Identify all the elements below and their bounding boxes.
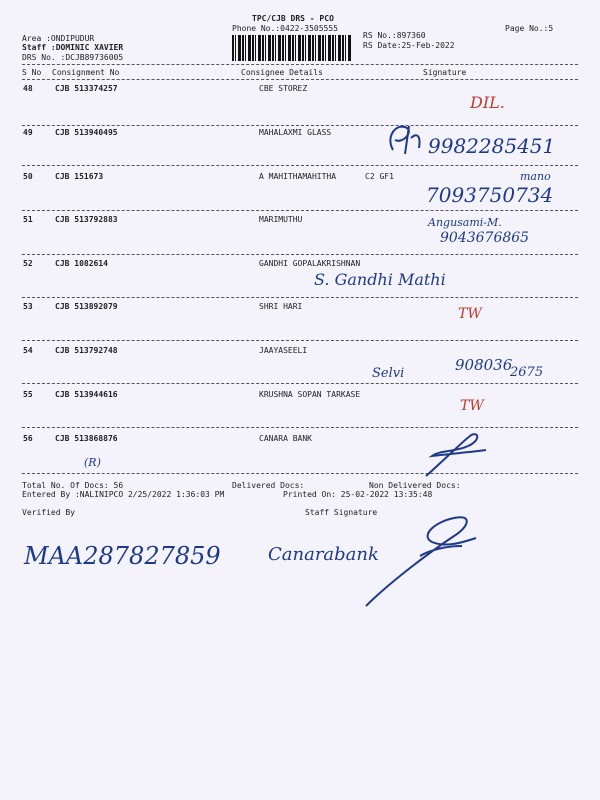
row-divider: [22, 427, 578, 428]
handwritten-phone-row49: 9982285451: [428, 134, 556, 158]
total-docs: Total No. Of Docs: 56: [22, 481, 124, 490]
table-row: [0, 390, 600, 402]
handwritten-phone-suffix-row54: 2675: [510, 365, 544, 380]
row-sno: 53: [23, 302, 33, 311]
table-row: [0, 434, 600, 446]
row-consignee: JAAYASEELI: [259, 346, 308, 355]
verified-by-label: Verified By: [22, 508, 75, 517]
row-consignment: CJB 513792748: [55, 346, 118, 355]
col-consignment: Consignment No: [52, 68, 120, 77]
row-sno: 56: [23, 434, 33, 443]
table-row: [0, 215, 600, 227]
row-consignment: CJB 513868876: [55, 434, 118, 443]
row-consignee: MAHALAXMI GLASS: [259, 128, 332, 137]
row-sno: 50: [23, 172, 33, 181]
table-row: [0, 84, 600, 96]
row-divider: [22, 473, 578, 474]
staff-label: Staff :DOMINIC XAVIER: [22, 43, 124, 52]
handwritten-dl-note: DIL.: [470, 93, 505, 112]
area-label: Area :ONDIPUDUR: [22, 34, 95, 43]
row-consignee: KRUSHNA SOPAN TARKASE: [259, 390, 361, 399]
row-sno: 54: [23, 346, 33, 355]
row-divider: [22, 297, 578, 298]
col-consignee: Consignee Details: [241, 68, 323, 77]
row-sno: 52: [23, 259, 33, 268]
handwritten-phone-row54: 908036: [455, 356, 513, 374]
row-sno: 48: [23, 84, 33, 93]
row-divider: [22, 254, 578, 255]
row-consignee: CANARA BANK: [259, 434, 312, 443]
row-consignee: MARIMUTHU: [259, 215, 303, 224]
signature-row56: [412, 432, 492, 482]
table-row: [0, 302, 600, 314]
handwritten-name-row51: Angusami-M.: [428, 216, 502, 229]
printed-on: Printed On: 25-02-2022 13:35:48: [283, 490, 433, 499]
barcode: [232, 35, 352, 61]
handwritten-name-row50: mano: [520, 170, 551, 183]
row-consignment: CJB 513944616: [55, 390, 118, 399]
signature-row49: [383, 118, 425, 160]
non-delivered-docs: Non Delivered Docs:: [369, 481, 461, 490]
staff-signature: [360, 512, 480, 612]
header-divider: [22, 64, 578, 65]
phone-number: Phone No.:0422-3505555: [232, 24, 338, 33]
row-sno: 51: [23, 215, 33, 224]
row-consignee: SHRI HARI: [259, 302, 303, 311]
row-consignee: CBE STOREZ: [259, 84, 308, 93]
handwritten-phone-row50: 7093750734: [426, 183, 554, 207]
col-signature: Signature: [423, 68, 467, 77]
handwritten-receiver-name: Canarabank: [268, 544, 379, 565]
delivered-docs: Delivered Docs:: [232, 481, 305, 490]
page-number: Page No.:5: [505, 24, 554, 33]
columns-divider: [22, 79, 578, 80]
row-consignment: CJB 513892079: [55, 302, 118, 311]
entered-by: Entered By :NALINIPCO 2/25/2022 1:36:03 PM: [22, 490, 225, 499]
row-divider: [22, 210, 578, 211]
handwritten-tracking-code: MAA287827859: [24, 542, 221, 570]
row-consignment: CJB 151673: [55, 172, 104, 181]
document-title: TPC/CJB DRS - PCO: [252, 14, 334, 23]
handwritten-name-row54: Selvi: [372, 366, 405, 381]
row-divider: [22, 125, 578, 126]
row-consignee: GANDHI GOPALAKRISHNAN: [259, 259, 361, 268]
row-consignment: CJB 1082614: [55, 259, 108, 268]
row-divider: [22, 165, 578, 166]
handwritten-mark-row56: (R): [84, 456, 101, 469]
row-divider: [22, 340, 578, 341]
row-sno: 55: [23, 390, 33, 399]
handwritten-signature-row52: S. Gandhi Mathi: [314, 270, 446, 289]
table-row: [0, 259, 600, 271]
row-sno: 49: [23, 128, 33, 137]
handwritten-tw-row53: TW: [458, 306, 482, 322]
row-consignment: CJB 513792883: [55, 215, 118, 224]
rs-date: RS Date:25-Feb-2022: [363, 41, 455, 50]
col-sno: S No: [22, 68, 42, 77]
handwritten-tw-row55: TW: [460, 398, 484, 414]
rs-number: RS No.:897360: [363, 31, 426, 40]
row-consignee: A MAHITHAMAHITHA: [259, 172, 337, 181]
handwritten-phone-row51: 9043676865: [440, 230, 530, 246]
staff-signature-label: Staff Signature: [305, 508, 378, 517]
row-consignment: CJB 513940495: [55, 128, 118, 137]
drs-number: DRS No. :DCJB89736005: [22, 53, 124, 62]
row-consignee-suffix: C2 GF1: [365, 172, 394, 181]
row-consignment: CJB 513374257: [55, 84, 118, 93]
row-divider: [22, 383, 578, 384]
